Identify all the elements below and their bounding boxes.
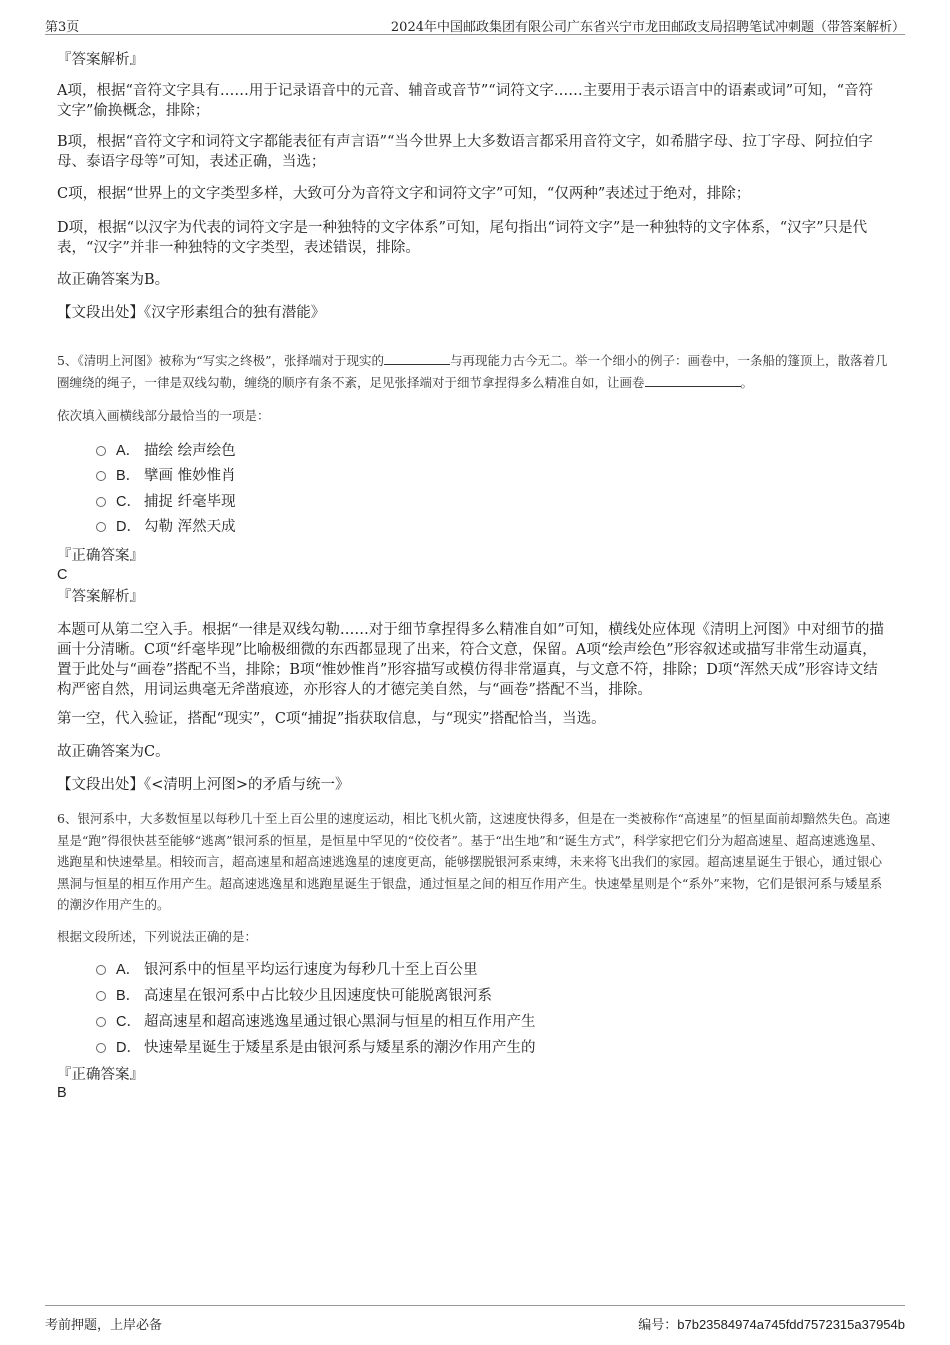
- q5-prompt: 依次填入画横线部分最恰当的一项是：: [57, 408, 270, 423]
- q5-text-part4: 。: [740, 374, 754, 390]
- q5-text-part3: 散落着几圈缠绕的绳子，一律是双线勾勒，缠绕的顺序有条不紊，足见张择端对于细节拿捏得多么精准自如，让画卷: [57, 353, 888, 390]
- radio-icon[interactable]: [96, 446, 106, 456]
- q5-conclusion: 故正确答案为C。: [57, 744, 170, 760]
- document-code: [638, 1314, 905, 1333]
- q5-option-a[interactable]: A． 描绘 绘声绘色: [96, 441, 236, 461]
- q5-analysis-1: 本题可从第二空入手。根据“一律是双线勾勒……对于细节拿捏得多么精准自如”可知，横线处应体现《清明上河图》中对细节的描画十分清晰。C项“纤毫毕现”比喻极细微的东西都显现了出来，符合文意，保留。A项“绘声绘色”形容叙述或描写非常生动逼真，置于此处与“画卷”搭配不当，排除；B项“惟妙惟肖”形容描写或模仿得非常逼真，与文意不符，排除；D项“浑然天成”形容诗文结构严密自然，用词运典毫无斧凿痕迹，亦形容人的才德完美自然，与“画卷”搭配不当，排除。: [57, 622, 884, 698]
- q6-prompt: 根据文段所述，下列说法正确的是：: [57, 929, 258, 944]
- page-number: 第3页: [45, 20, 80, 35]
- q4-analysis-c: C项，根据“世界上的文字类型多样，大致可分为音符文字和词符文字”可知，“仅两种”表述过于绝对，排除；: [57, 186, 751, 202]
- q4-analysis-b: B项，根据“音符文字和词符文字都能表征有声言语”“当今世界上大多数语言都采用音符文字，如希腊字母、拉丁字母、阿拉伯字母、泰语字母等”可知，表述正确，当选；: [57, 134, 873, 170]
- q6-question-text: 6、银河系中，大多数恒星以每秒几十至上百公里的速度运动，相比飞机火箭，这速度快得多，但是在一类被称作“高速星”的恒星面前却黯然失色。高速星是“跑”得很快甚至能够“逃离”银河系的恒星，是恒星中罕见的“佼佼者”。基于“出生地”和“诞生方式”，科学家把它们分为超高速星、超高速逃逸星、逃跑星和快速晕星。相较而言，超高速星和超高速逃逸星的速度更高，能够摆脱银河系束缚，未来将飞出我们的家园。超高速星诞生于银心，通过银心黑洞与恒星的相互作用产生。超高速逃逸星和逃跑星诞生于银盘，通过恒星之间的相互作用产生。快速晕星则是个“系外”来物，它们是银河系与矮星系的潮汐作用产生的。: [57, 811, 891, 912]
- q5-answer-label: 『正确答案』: [57, 548, 144, 564]
- q5-analysis-label: 『答案解析』: [57, 589, 144, 605]
- q6-option-b[interactable]: B． 高速星在银河系中占比较少且因速度快可能脱离银河系: [96, 986, 492, 1006]
- q5-answer: C: [57, 567, 68, 583]
- q5-text-part1: 5、《清明上河图》被称为“写实之终极”，张择端对于现实的: [57, 353, 384, 368]
- q4-analysis-d: D项，根据“以汉字为代表的词符文字是一种独特的文字体系”可知，尾句指出“词符文字”是一种独特的文字体系，“汉字”只是代表，“汉字”并非一种独特的文字类型，表述错误，排除。: [57, 220, 868, 256]
- radio-icon[interactable]: [96, 471, 106, 481]
- q5-blank-2: [645, 374, 741, 387]
- q6-option-a[interactable]: A． 银河系中的恒星平均运行速度为每秒几十至上百公里: [96, 960, 478, 980]
- q4-conclusion: 故正确答案为B。: [57, 272, 170, 288]
- q5-option-c[interactable]: C． 捕捉 纤毫毕现: [96, 492, 236, 512]
- q6-option-d[interactable]: D． 快速晕星诞生于矮星系是由银河系与矮星系的潮汐作用产生的: [96, 1038, 536, 1058]
- q4-source: 【文段出处】《汉字形素组合的独有潜能》: [57, 305, 326, 321]
- q5-text-part2: 与再现能力古今无二。举一个细小的例子：画卷中，一条船的篷顶上，: [450, 353, 838, 368]
- q5-analysis-2: 第一空，代入验证，搭配“现实”，C项“捕捉”指获取信息，与“现实”搭配恰当，当选。: [57, 711, 606, 727]
- radio-icon[interactable]: [96, 522, 106, 532]
- q5-option-b[interactable]: B． 擘画 惟妙惟肖: [96, 466, 236, 486]
- page-footer: [45, 1305, 905, 1332]
- q5-option-d[interactable]: D． 勾勒 浑然天成: [96, 517, 236, 537]
- radio-icon[interactable]: [96, 1043, 106, 1053]
- q5-source: 【文段出处】《<清明上河图>的矛盾与统一》: [57, 777, 350, 793]
- page-header: [45, 14, 905, 35]
- radio-icon[interactable]: [96, 1017, 106, 1027]
- radio-icon[interactable]: [96, 965, 106, 975]
- code-label: 编号：: [638, 1318, 678, 1333]
- q6-answer-label: 『正确答案』: [57, 1067, 144, 1083]
- q4-analysis-label: 『答案解析』: [57, 52, 144, 68]
- radio-icon[interactable]: [96, 991, 106, 1001]
- q5-question-text: [57, 350, 892, 393]
- q6-answer: B: [57, 1085, 67, 1101]
- footer-slogan: 考前押题，上岸必备: [45, 1318, 163, 1333]
- q5-blank-1: [384, 352, 450, 365]
- radio-icon[interactable]: [96, 497, 106, 507]
- q4-analysis-a: A项，根据“音符文字具有……用于记录语音中的元音、辅音或音节”“词符文字……主要用于表示语言中的语素或词”可知，“音符文字”偷换概念，排除；: [57, 83, 874, 119]
- document-title: 2024年中国邮政集团有限公司广东省兴宁市龙田邮政支局招聘笔试冲刺题（带答案解析）: [390, 20, 905, 35]
- q6-option-c[interactable]: C． 超高速星和超高速逃逸星通过银心黑洞与恒星的相互作用产生: [96, 1012, 536, 1032]
- code-value: b7b23584974a745fdd7572315a37954b: [677, 1317, 905, 1332]
